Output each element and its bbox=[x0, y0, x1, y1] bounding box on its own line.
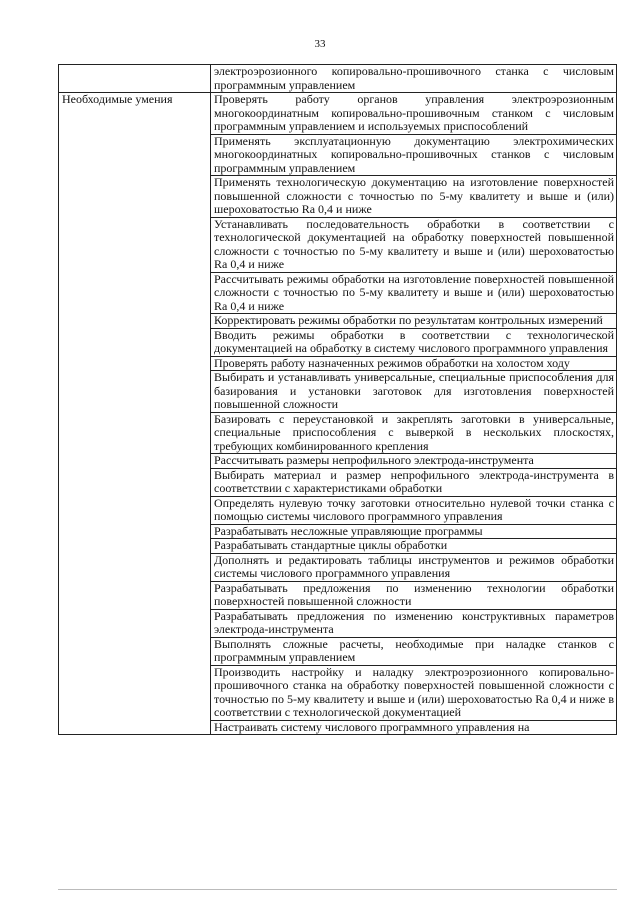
bottom-divider bbox=[58, 889, 617, 890]
skills-table bbox=[58, 64, 617, 735]
row-text-cell: Дополнять и редактировать таблицы инструментов и режимов обработки системы числового программного управления bbox=[211, 553, 617, 581]
row-text-cell: Разрабатывать предложения по изменению конструктивных параметров электрода-инструмента bbox=[211, 609, 617, 637]
row-text-cell: Разрабатывать несложные управляющие программы bbox=[211, 524, 617, 539]
row-text-cell: Рассчитывать размеры непрофильного электрода-инструмента bbox=[211, 454, 617, 469]
row-text-cell: Производить настройку и наладку электроэрозионного копировально-прошивочного станка на обработку поверхностей повышенной сложности с точностью по 5-му квалитету и выше и (или) шероховатостью Ra 0,4 и ниже в соответствии с технологической документацией bbox=[211, 665, 617, 720]
row-text-cell: Разрабатывать предложения по изменению технологии обработки поверхностей повышенной сложности bbox=[211, 581, 617, 609]
row-text-cell: электроэрозионного копировально-прошивочного станка с числовым программным управлением bbox=[211, 65, 617, 93]
row-text-cell: Разрабатывать стандартные циклы обработки bbox=[211, 539, 617, 554]
row-text-cell: Определять нулевую точку заготовки относительно нулевой точки станка с помощью системы числового программного управления bbox=[211, 496, 617, 524]
row-text-cell: Выбирать и устанавливать универсальные, специальные приспособления для базирования и установки заготовок для изготовления поверхностей повышенной сложности bbox=[211, 371, 617, 413]
row-text-cell: Выполнять сложные расчеты, необходимые при наладке станков с программным управлением bbox=[211, 637, 617, 665]
row-text-cell: Настраивать систему числового программного управления на bbox=[211, 720, 617, 735]
row-text-cell: Применять эксплуатационную документацию электрохимических многокоординатных копировально-прошивочных станков с числовым программным управлением bbox=[211, 134, 617, 176]
row-text-cell: Проверять работу назначенных режимов обработки на холостом ходу bbox=[211, 356, 617, 371]
row-text-cell: Проверять работу органов управления электроэрозионным многокоординатным копировально-прошивочным станком с числовым программным управлением и используемых приспособлений bbox=[211, 93, 617, 135]
table-row bbox=[59, 65, 617, 93]
section-label-necessary-skills: Необходимые умения bbox=[59, 93, 211, 735]
row-text-cell: Рассчитывать режимы обработки на изготовление поверхностей повышенной сложности с точностью по 5-му квалитету и выше и (или) шероховатостью Ra 0,4 и ниже bbox=[211, 272, 617, 314]
row-text-cell: Выбирать материал и размер непрофильного электрода-инструмента в соответствии с характеристиками обработки bbox=[211, 468, 617, 496]
row-text-cell: Базировать с переустановкой и закреплять заготовки в универсальные, специальные приспособления с выверкой в нескольких плоскостях, требующих комбинированного крепления bbox=[211, 412, 617, 454]
table-row bbox=[59, 93, 617, 135]
row-text-cell: Корректировать режимы обработки по результатам контрольных измерений bbox=[211, 314, 617, 329]
row-label-cell bbox=[59, 65, 211, 93]
row-text-cell: Устанавливать последовательность обработки в соответствии с технологической документацией на обработку поверхностей повышенной сложности с точностью по 5-му квалитету и выше и (или) шероховатостью Ra 0,4 и ниже bbox=[211, 217, 617, 272]
row-text-cell: Применять технологическую документацию на изготовление поверхностей повышенной сложности с точностью по 5-му квалитету и выше и (или) шероховатостью Ra 0,4 и ниже bbox=[211, 176, 617, 218]
page-number: 33 bbox=[314, 38, 326, 50]
row-text-cell: Вводить режимы обработки в соответствии с технологической документацией на обработку в систему числового программного управления bbox=[211, 328, 617, 356]
